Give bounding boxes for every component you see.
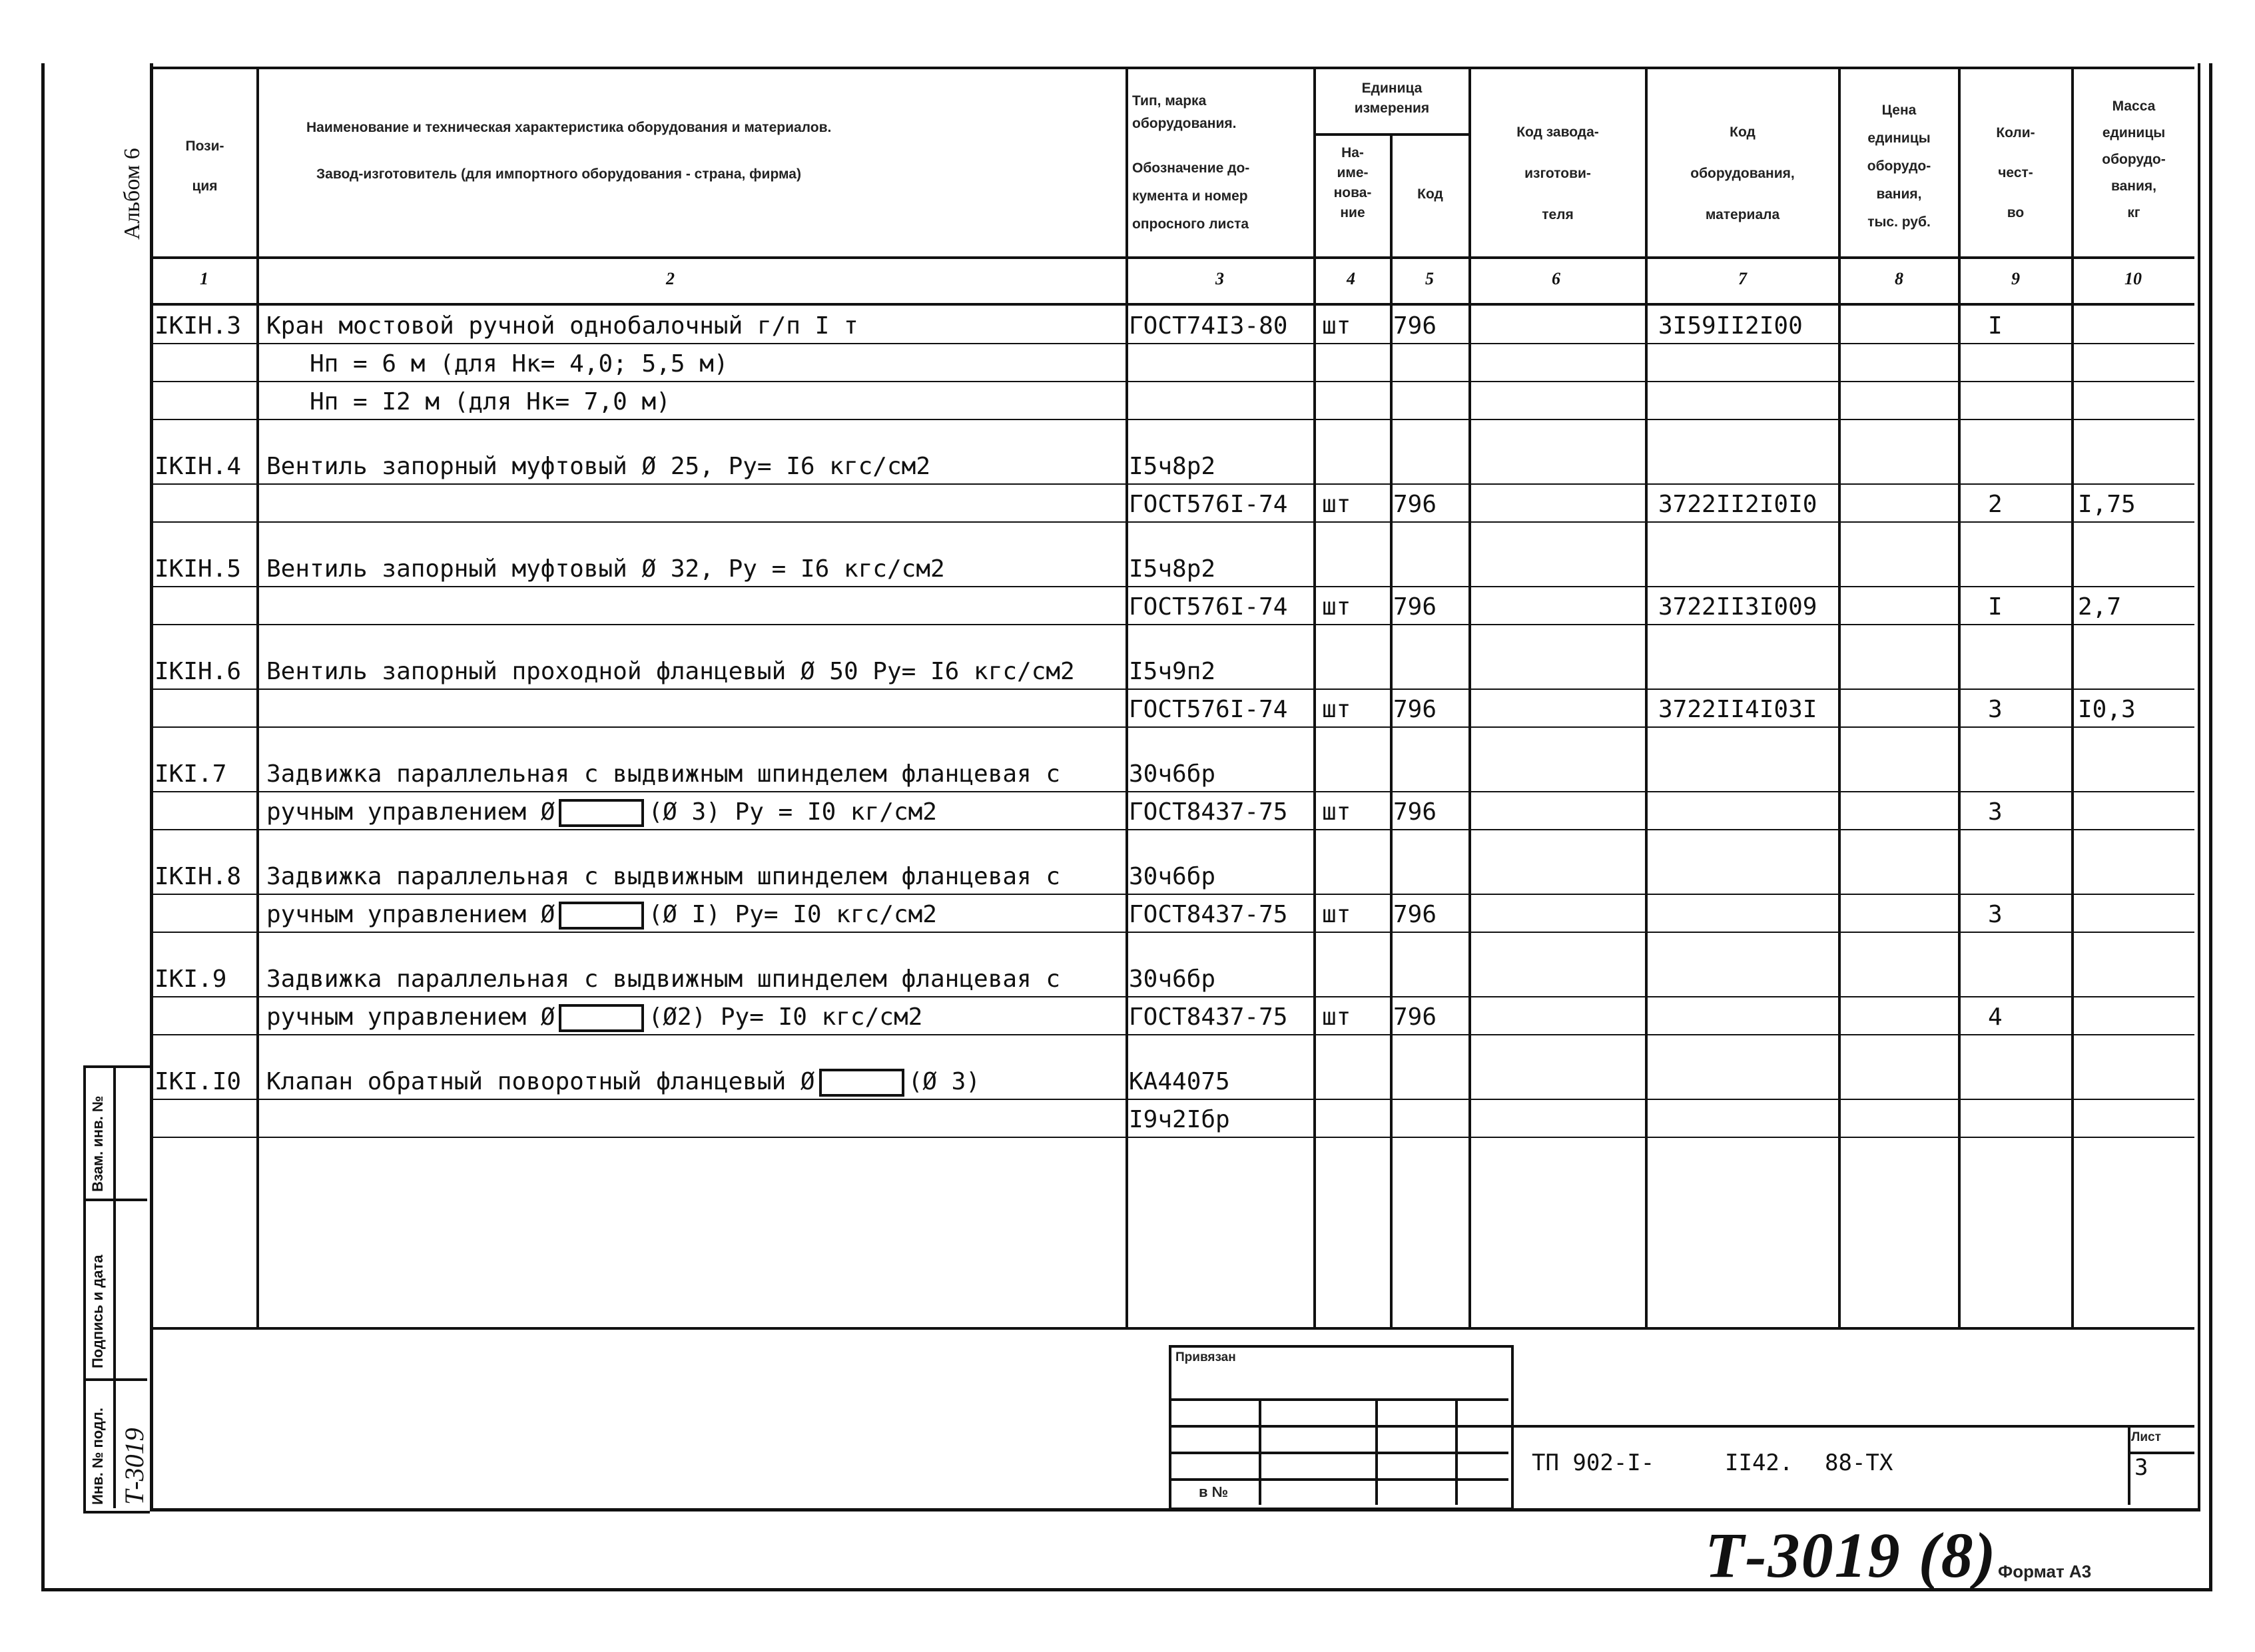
stamp-privyazan: Привязан: [1175, 1350, 1236, 1364]
stamp-vline-2: [1375, 1398, 1378, 1505]
cell-name-row: [266, 1003, 922, 1032]
row-line: [150, 521, 2194, 523]
cell-name: Нп = 6 м (для Нк= 4,0; 5,5 м): [310, 350, 729, 378]
colnum-4: 4: [1347, 269, 1355, 288]
col-line-7: [1838, 67, 1841, 1328]
cell-mat: 3722II2I0I0: [1658, 491, 1817, 518]
cell-name: ручным управлением Ø: [266, 901, 555, 928]
cell-name-suffix: (Ø I) Ру= I0 кгс/см2: [648, 901, 937, 928]
cell-qty: I: [1988, 312, 2003, 340]
cell-unit: шт: [1322, 491, 1351, 518]
cell-code: 796: [1393, 901, 1437, 928]
colnum-8: 8: [1895, 269, 1903, 288]
cell-code: 796: [1393, 798, 1437, 826]
colnum-9: 9: [2011, 269, 2020, 288]
row-line: [150, 894, 2194, 895]
cell-name: Кран мостовой ручной однобалочный г/п I т: [266, 312, 858, 340]
cell-name-suffix: (Ø 3) Ру = I0 кг/см2: [648, 798, 937, 826]
cell-mat: 3I59II2I00: [1658, 312, 1803, 340]
col-line-5: [1468, 67, 1471, 1328]
cell-unit: шт: [1322, 696, 1351, 723]
doc-code-a: ТП 902-I-: [1532, 1450, 1655, 1476]
row-line: [150, 1137, 2194, 1138]
cell-unit: шт: [1322, 901, 1351, 928]
cell-type: I5ч9п2: [1129, 658, 1216, 685]
sidebar-line-1: [83, 1199, 147, 1201]
hdr-qty: Коли- чест- во: [1996, 125, 2035, 220]
cell-code: 796: [1393, 1003, 1437, 1031]
cell-pos: IКIН.5: [155, 555, 242, 583]
sheet-label: Лист: [2131, 1430, 2161, 1444]
colnum-3: 3: [1215, 269, 1224, 288]
hdr-mass: Масса единицы оборудо- вания, кг: [2102, 99, 2166, 220]
row-line: [150, 1034, 2194, 1035]
doc-code-c: 88-ТХ: [1825, 1450, 1893, 1476]
sidebar-divider: [113, 1065, 116, 1508]
hdr-name-b: Завод-изготовитель (для импортного оборудования - страна, фирма): [316, 166, 801, 182]
cell-unit: шт: [1322, 593, 1351, 621]
table-bottom: [150, 1327, 2194, 1330]
cell-type: ГОСТ74I3-80: [1129, 312, 1288, 340]
cell-type: 30ч6бр: [1129, 760, 1216, 788]
row-line: [150, 381, 2194, 382]
cell-pos: IКIН.4: [155, 453, 242, 480]
cell-type: 30ч6бр: [1129, 863, 1216, 890]
row-line: [150, 996, 2194, 997]
cell-qty: 2: [1988, 491, 2003, 518]
cell-code: 796: [1393, 593, 1437, 621]
cell-code: 796: [1393, 491, 1437, 518]
doc-code-b: II42.: [1725, 1450, 1793, 1476]
cell-pos: IКI.I0: [155, 1068, 242, 1095]
blank-field: [559, 799, 644, 827]
cell-mat: 3722II3I009: [1658, 593, 1817, 621]
row-line: [150, 624, 2194, 625]
cell-name: Вентиль запорный муфтовый Ø 25, Ру= I6 кгс/см2: [266, 453, 930, 480]
cell-pos: IКIН.6: [155, 658, 242, 685]
sheet-number: 3: [2134, 1454, 2148, 1481]
cell-name-suffix: (Ø2) Ру= I0 кгс/см2: [648, 1003, 923, 1031]
col-line-4: [1390, 133, 1393, 1328]
hdr-type-b: Обозначение до- кумента и номер опросного листа: [1132, 160, 1250, 232]
cell-name: Нп = I2 м (для Нк= 7,0 м): [310, 388, 671, 415]
row-line: [150, 483, 2194, 485]
cell-name: ручным управлением Ø: [266, 1003, 555, 1031]
cell-qty: 3: [1988, 798, 2003, 826]
row-line: [150, 688, 2194, 690]
row-line: [150, 586, 2194, 587]
cell-mass: I,75: [2078, 491, 2136, 518]
cell-code: 796: [1393, 696, 1437, 723]
cell-qty: 3: [1988, 901, 2003, 928]
cell-unit: шт: [1322, 1003, 1351, 1031]
sidebar-podp: Подпись и дата: [89, 1254, 106, 1368]
stamp-vline-3: [1455, 1398, 1458, 1505]
col-line-9: [2071, 67, 2074, 1328]
col-line-8: [1958, 67, 1961, 1328]
hdr-position: Пози- ция: [185, 138, 224, 194]
cell-mass: 2,7: [2078, 593, 2122, 621]
col-line-6: [1645, 67, 1648, 1328]
row-line: [150, 726, 2194, 728]
cell-name: ручным управлением Ø: [266, 798, 555, 826]
cell-name: Задвижка параллельная с выдвижным шпинделем фланцевая с: [266, 863, 1061, 890]
colnum-5: 5: [1425, 269, 1434, 288]
stamp-inv: в №: [1199, 1484, 1229, 1500]
colnum-1: 1: [200, 269, 208, 288]
cell-type: I5ч8р2: [1129, 453, 1216, 480]
row-line: [150, 419, 2194, 420]
cell-qty: 4: [1988, 1003, 2003, 1031]
cell-pos: IКIН.3: [155, 312, 242, 340]
colnum-2: 2: [666, 269, 675, 288]
row-line: [150, 932, 2194, 933]
header-top: [150, 67, 2194, 69]
cell-type: ГОСТ576I-74: [1129, 593, 1288, 621]
col-line-3: [1313, 67, 1316, 1328]
cell-name: Задвижка параллельная с выдвижным шпинделем фланцевая с: [266, 965, 1061, 993]
row-line: [150, 1099, 2194, 1100]
hdr-unit-name: На- име- нова- ние: [1333, 145, 1372, 220]
row-line: [150, 791, 2194, 792]
hdr-unit: Единица измерения: [1354, 81, 1430, 116]
col-line-1: [256, 67, 259, 1328]
cell-name-row: [266, 1067, 980, 1097]
cell-type: I9ч2Iбр: [1129, 1106, 1230, 1133]
colnum-10: 10: [2124, 269, 2142, 288]
row-line: [150, 829, 2194, 830]
cell-type: ГОСТ8437-75: [1129, 798, 1288, 826]
hdr-factory: Код завода- изготови- теля: [1516, 125, 1599, 222]
cell-type: I5ч8р2: [1129, 555, 1216, 583]
colnum-7: 7: [1738, 269, 1747, 288]
sidebar-inv-value: Т-3019: [119, 1428, 149, 1505]
cell-unit: шт: [1322, 312, 1351, 340]
hdr-name-a: Наименование и техническая характеристика оборудования и материалов.: [306, 120, 832, 135]
blank-field: [819, 1069, 904, 1097]
cell-name-suffix: (Ø 3): [908, 1068, 980, 1095]
header-bottom: [150, 256, 2194, 259]
sidebar-line-2: [83, 1378, 147, 1381]
format-label: Формат А3: [1998, 1561, 2092, 1581]
cell-name-row: [266, 798, 937, 827]
hdr-price: Цена единицы оборудо- вания, тыс. руб.: [1867, 103, 1931, 230]
hdr-unit-code: Код: [1417, 186, 1443, 202]
cell-name: Клапан обратный поворотный фланцевый Ø: [266, 1068, 815, 1095]
cell-qty: I: [1988, 593, 2003, 621]
cell-pos: IКIН.8: [155, 863, 242, 890]
row-line: [150, 343, 2194, 344]
cell-type: ГОСТ576I-74: [1129, 491, 1288, 518]
sidebar-vzam: Взам. инв. №: [89, 1095, 106, 1192]
cell-code: 796: [1393, 312, 1437, 340]
album-label: Альбом 6: [120, 148, 145, 240]
cell-pos: IКI.9: [155, 965, 227, 993]
handwritten-number: Т-3019 (8): [1705, 1519, 1997, 1591]
cell-type: КА44075: [1129, 1068, 1230, 1095]
cell-mat: 3722II4I03I: [1658, 696, 1817, 723]
cell-name: Вентиль запорный муфтовый Ø 32, Ру = I6 кгс/см2: [266, 555, 945, 583]
cell-type: ГОСТ576I-74: [1129, 696, 1288, 723]
cell-pos: IКI.7: [155, 760, 227, 788]
doc-sheet-divider: [2128, 1425, 2130, 1505]
cell-qty: 3: [1988, 696, 2003, 723]
cell-type: 30ч6бр: [1129, 965, 1216, 993]
cell-name-row: [266, 900, 937, 930]
stamp-vline-1: [1259, 1398, 1261, 1505]
cell-type: ГОСТ8437-75: [1129, 901, 1288, 928]
cell-name: Вентиль запорный проходной фланцевый Ø 50 Ру= I6 кгс/см2: [266, 658, 1075, 685]
hdr-type-a: Тип, марка оборудования.: [1132, 93, 1237, 131]
blank-field: [559, 902, 644, 930]
cell-mass: I0,3: [2078, 696, 2136, 723]
colnum-6: 6: [1552, 269, 1560, 288]
col-line-2: [1126, 67, 1128, 1328]
hdr-code: Код оборудования, материала: [1690, 125, 1795, 222]
sidebar-inv-podl: Инв. № подл.: [89, 1408, 106, 1505]
cell-type: ГОСТ8437-75: [1129, 1003, 1288, 1031]
cell-unit: шт: [1322, 798, 1351, 826]
blank-field: [559, 1004, 644, 1032]
colnum-bottom: [150, 303, 2194, 306]
cell-name: Задвижка параллельная с выдвижным шпинделем фланцевая с: [266, 760, 1061, 788]
